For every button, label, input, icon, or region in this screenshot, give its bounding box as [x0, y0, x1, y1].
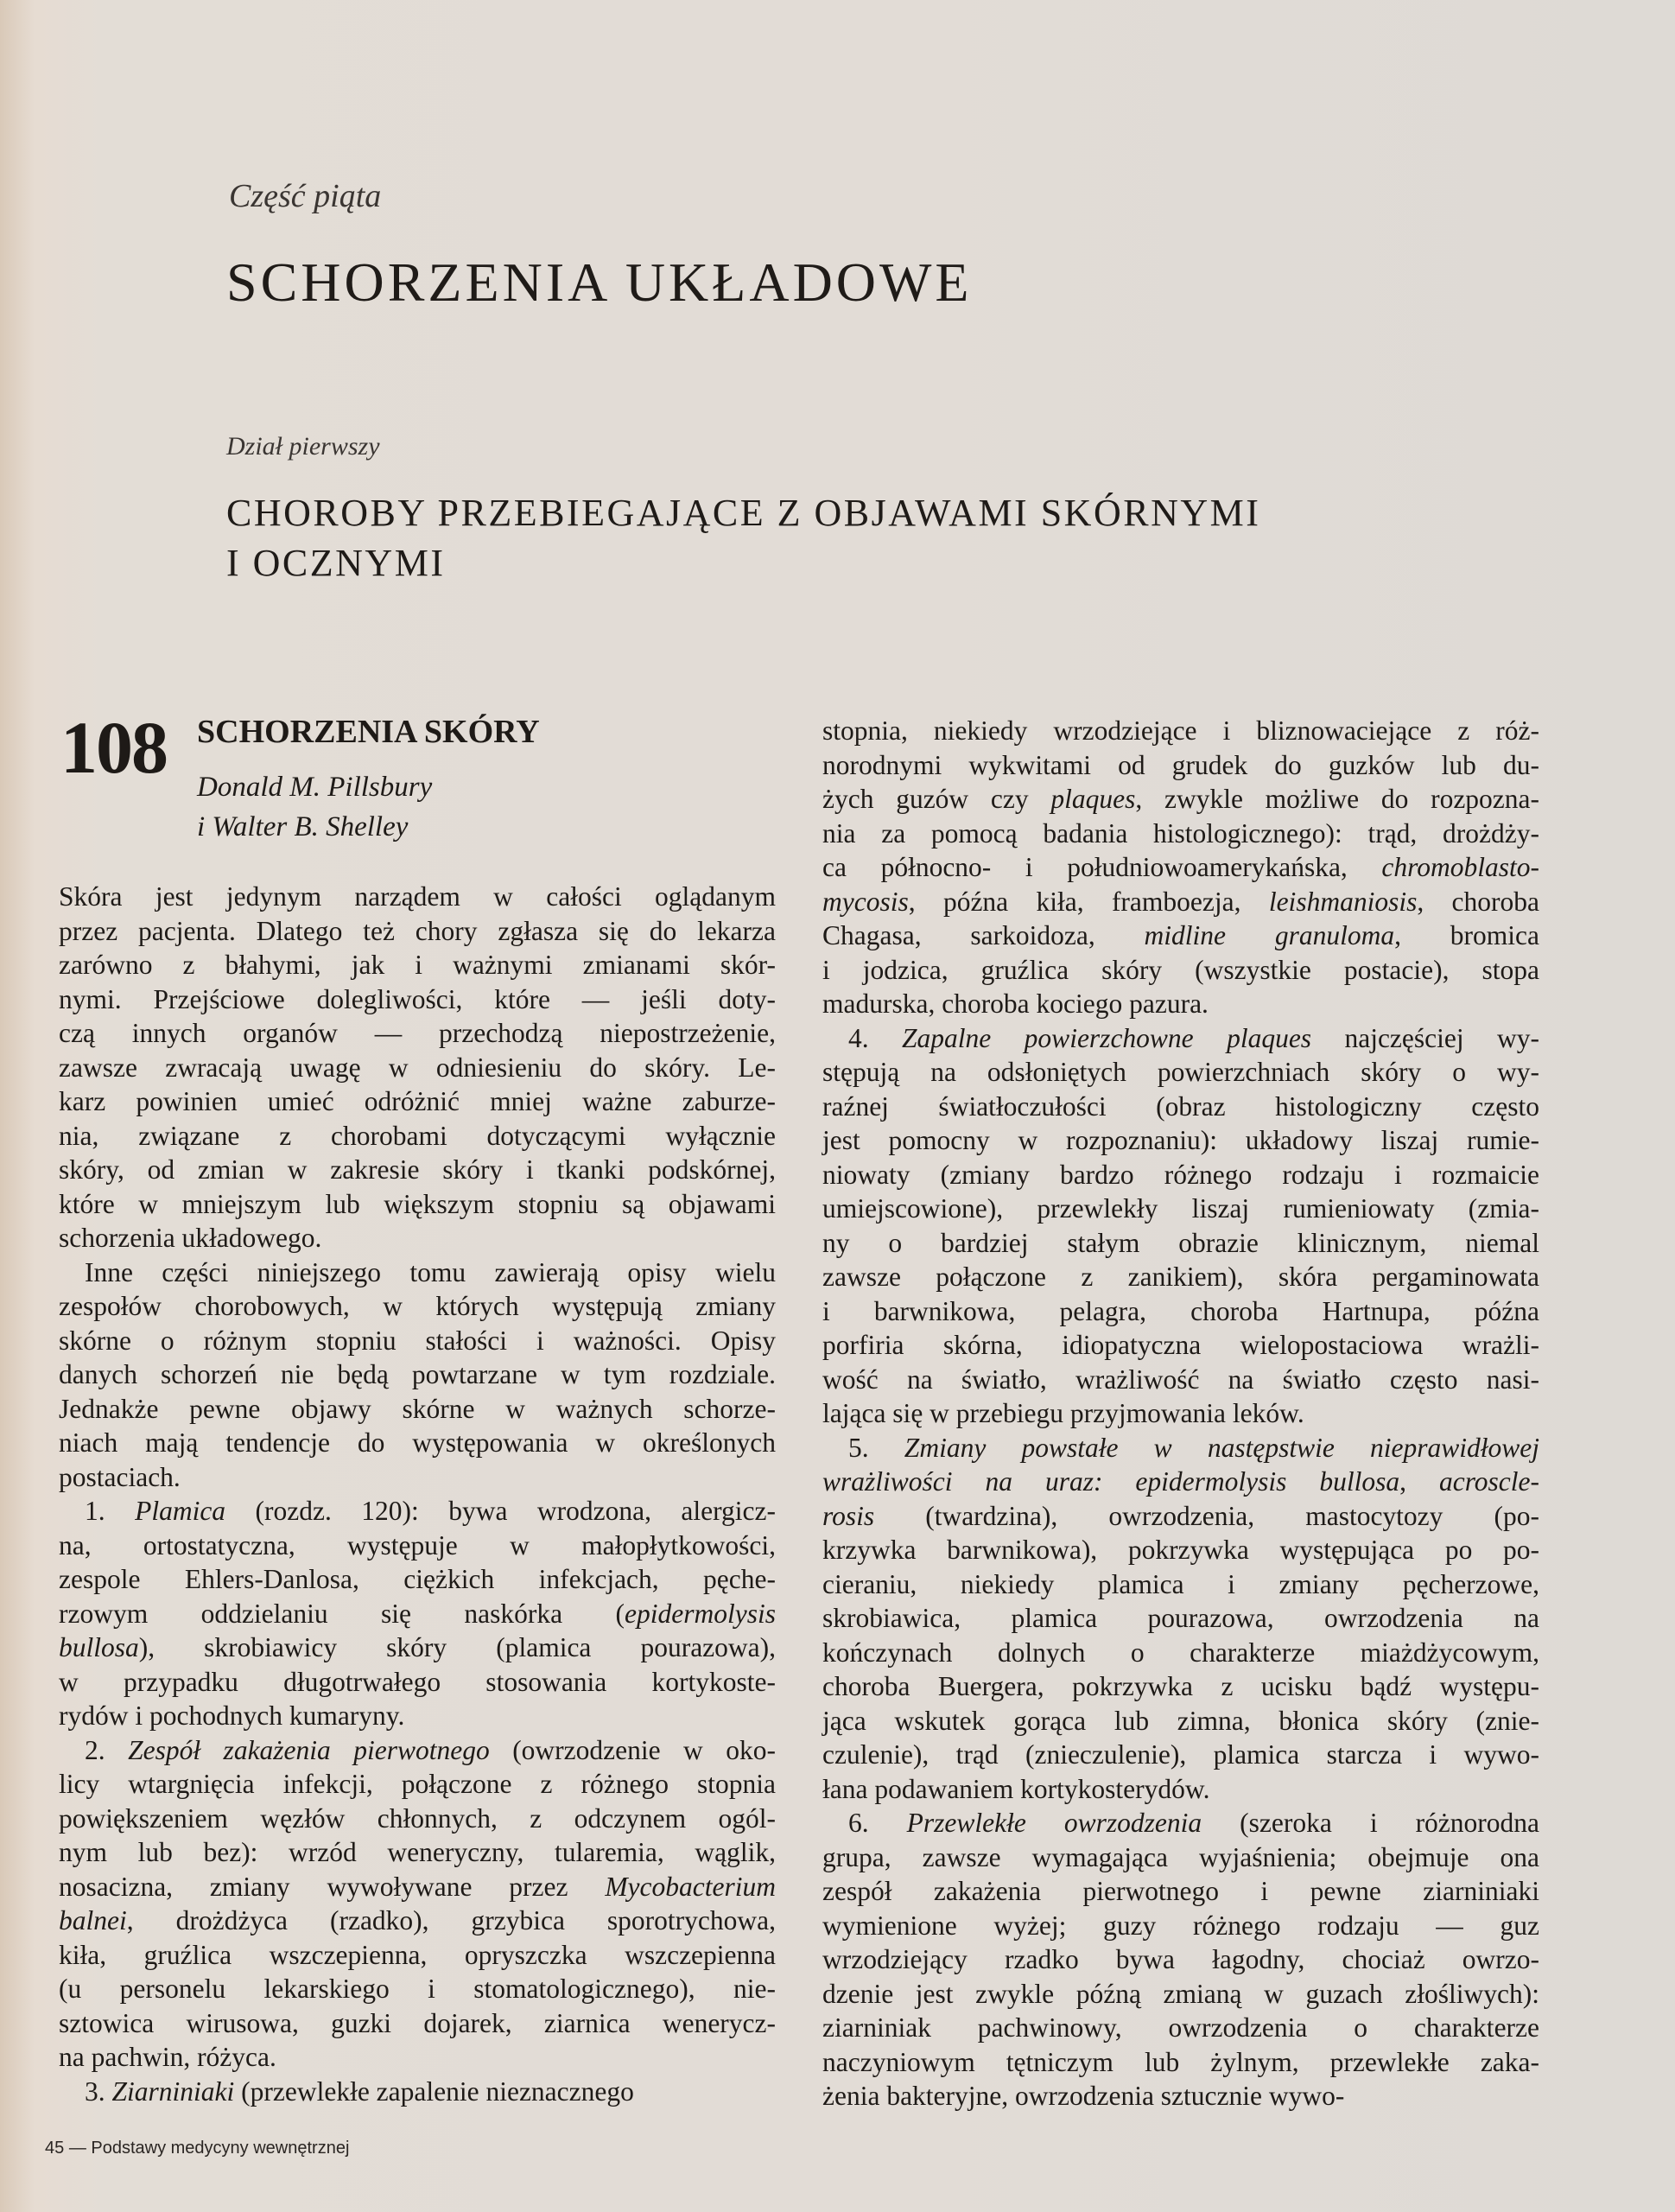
text-segment: Jednakże pewne objawy skórne w ważnych schorze- [59, 1393, 776, 1424]
text-line [59, 1392, 776, 1427]
italic-term: plaques [1050, 784, 1136, 814]
section-label: Dział pierwszy [226, 432, 380, 461]
text-segment: madurska, choroba kociego pazura. [822, 988, 1209, 1019]
italic-term: Ziarniniaki [111, 2075, 235, 2107]
text-line [59, 1767, 776, 1802]
text-line [59, 1051, 776, 1085]
italic-term: Mycobacterium [605, 1871, 776, 1902]
text-line [59, 1972, 776, 2006]
text-segment: w przypadku długotrwałego stosowania kortykoste- [59, 1666, 776, 1697]
text-segment: przez pacjenta. Dlatego też chory zgłasza się do lekarza [59, 915, 776, 946]
text-line [822, 1636, 1539, 1670]
text-line [59, 1733, 776, 1768]
part-title: SCHORZENIA UKŁADOWE [226, 251, 973, 313]
text-line [822, 987, 1539, 1021]
text-line [822, 748, 1539, 783]
text-segment: żych guzów czy [822, 784, 1051, 814]
text-line [59, 1802, 776, 1836]
text-line [59, 982, 776, 1017]
text-line [59, 1665, 776, 1700]
section-title [226, 488, 1260, 588]
text-segment: stępują na odsłoniętych powierzchniach skóry o wy- [822, 1057, 1539, 1087]
text-line [59, 1904, 776, 1938]
text-segment: zarówno z błahymi, jak i ważnymi zmianami skór- [59, 950, 776, 980]
text-line [822, 1396, 1539, 1431]
text-segment: skórne o różnym stopniu stałości i ważności. Opisy [59, 1325, 776, 1356]
text-segment: (twardzina), owrzodzenia, mastocytozy (po- [874, 1500, 1539, 1531]
text-segment: zespół zakażenia pierwotnego i pewne ziarniniaki [822, 1876, 1539, 1906]
text-segment: jąca wskutek gorąca lub zimna, błonica skóry (znie- [822, 1705, 1539, 1736]
text-line [822, 1123, 1539, 1158]
text-line [822, 1669, 1539, 1704]
text-segment: 4. [848, 1022, 903, 1053]
text-line [822, 1090, 1539, 1124]
text-segment: nym lub bez): wrzód weneryczny, tularemia, wąglik, [59, 1837, 776, 1867]
text-segment: ny o bardziej stałym obrazie klinicznym, niemal [822, 1227, 1539, 1258]
text-line [59, 1562, 776, 1597]
text-segment: , drożdżyca (rzadko), grzybica sporotrychowa, [126, 1905, 776, 1936]
text-segment: wymienione wyżej; guzy różnego rodzaju — guz [822, 1910, 1539, 1941]
text-segment: ), skrobiawicy skóry (plamica pourazowa), [138, 1632, 776, 1662]
text-line [59, 1357, 776, 1392]
text-segment: 6. [848, 1808, 907, 1838]
text-segment: czą innych organów — przechodzą niepostrzeżenie, [59, 1018, 776, 1048]
footer-book-title: Podstawy medycyny wewnętrznej [91, 2139, 350, 2158]
text-line [59, 1289, 776, 1324]
text-line [822, 1158, 1539, 1192]
page-footer [45, 2139, 349, 2158]
text-line [822, 782, 1539, 817]
text-segment: , późna kiła, framboezja, [908, 886, 1269, 917]
text-segment: , [1399, 1466, 1439, 1497]
text-line [822, 1772, 1539, 1807]
text-segment: (owrzodzenie w oko- [489, 1734, 776, 1765]
text-segment: Chagasa, sarkoidoza, [822, 920, 1145, 950]
text-segment: ziarniniak pachwinowy, owrzodzenia o charakterze [822, 2012, 1539, 2043]
text-line [59, 1597, 776, 1631]
footer-separator: — [68, 2139, 86, 2158]
text-segment: ca północno- i południowoamerykańska, [822, 852, 1382, 882]
text-segment: norodnymi wykwitami od grudek do guzków lub du- [822, 749, 1539, 780]
text-line [822, 817, 1539, 851]
text-line [822, 1942, 1539, 1977]
text-line [822, 885, 1539, 919]
left-column [59, 880, 776, 2108]
text-line [822, 1260, 1539, 1294]
italic-term: leishmaniosis [1268, 886, 1418, 917]
italic-term: wrażliwości na uraz: epidermolysis bullosa [822, 1466, 1400, 1497]
chapter-author-1: Donald M. Pillsbury [197, 772, 433, 803]
italic-term: Plamica [135, 1496, 226, 1526]
chapter-author-2: i Walter B. Shelley [197, 811, 409, 842]
text-segment: Skóra jest jedynym narządem w całości oglądanym [59, 881, 776, 912]
text-segment: krzywka barwnikowa), pokrzywka występująca po po- [822, 1535, 1539, 1565]
text-segment: powiększeniem węzłów chłonnych, z odczynem ogól- [59, 1802, 776, 1834]
text-segment: sztowica wirusowa, guzki dojarek, ziarnica wenerycz- [59, 2007, 776, 2038]
text-segment: nosacizna, zmiany wywoływane przez [59, 1871, 606, 1902]
text-segment: kiła, gruźlica wszczepienna, opryszczka wszczepienna [59, 1939, 776, 1970]
text-line [59, 1153, 776, 1187]
text-segment: dzenie jest zwykle późną zmianą w guzach złośliwych): [822, 1978, 1539, 2009]
text-segment: porfiria skórna, idiopatyczna wielopostaciowa wrażli- [822, 1330, 1539, 1360]
text-line [59, 1187, 776, 1222]
text-segment: wrzodziejący rzadko bywa łagodny, chociaż owrzo- [822, 1944, 1539, 1974]
italic-term: Przewlekłe owrzodzenia [906, 1808, 1202, 1838]
text-line [822, 1363, 1539, 1397]
italic-term: chromoblasto- [1381, 852, 1539, 882]
text-line [59, 2075, 776, 2109]
text-line [59, 1630, 776, 1665]
text-line [822, 1806, 1539, 1840]
italic-term: Zespół zakażenia pierwotnego [128, 1734, 490, 1765]
text-line [59, 1016, 776, 1051]
text-line [822, 1533, 1539, 1567]
italic-term: epidermolysis [625, 1598, 776, 1629]
text-segment: i jodzica, gruźlica skóry (wszystkie postacie), stopa [822, 954, 1539, 985]
text-segment: umiejscowione), przewlekły liszaj rumieniowaty (zmia- [822, 1193, 1539, 1224]
text-line [59, 1084, 776, 1119]
text-segment: skóry, od zmian w zakresie skóry i tkanki podskórnej, [59, 1154, 776, 1185]
text-segment: wość na światło, wrażliwość na światło często nasi- [822, 1363, 1539, 1395]
text-segment: (szeroka i różnorodna [1202, 1808, 1540, 1838]
text-line [59, 1699, 776, 1733]
text-segment: (przewlekłe zapalenie nieznacznego [234, 2075, 634, 2107]
text-segment: zawsze połączone z zanikiem), skóra pergaminowata [822, 1262, 1539, 1292]
text-segment: karz powinien umieć odróżnić mniej ważne zaburze- [59, 1086, 776, 1116]
text-segment: łana podawaniem kortykosterydów. [822, 1773, 1210, 1804]
text-line [822, 1021, 1539, 1056]
text-line [822, 2045, 1539, 2080]
text-line [59, 1460, 776, 1495]
text-segment: niowaty (zmiany bardzo różnego rodzaju i rozmaicie [822, 1159, 1539, 1190]
italic-term: rosis [822, 1500, 875, 1531]
text-segment: (u personelu lekarskiego i stomatologicznego), nie- [59, 1974, 776, 2004]
text-segment: licy wtargnięcia infekcji, połączone z różnego stopnia [59, 1769, 776, 1799]
text-segment: , choroba [1417, 886, 1540, 917]
text-line [822, 1704, 1539, 1738]
section-title-line-2: I OCZNYMI [226, 542, 446, 584]
text-segment: na pachwin, różyca. [59, 2042, 276, 2072]
text-line [59, 1494, 776, 1529]
text-segment: które w mniejszym lub większym stopniu są objawami [59, 1188, 776, 1219]
text-line [59, 2040, 776, 2075]
text-segment: 5. [848, 1432, 904, 1463]
text-line [822, 1226, 1539, 1261]
chapter-number: 108 [60, 706, 167, 789]
text-segment: zespołów chorobowych, w których występują zmiany [59, 1291, 776, 1321]
text-line [822, 2011, 1539, 2045]
text-segment: kończynach dolnych o charakterze miażdżycowym, [822, 1637, 1539, 1668]
text-line [822, 1601, 1539, 1636]
text-segment: rydów i pochodnych kumaryny. [59, 1700, 405, 1731]
text-line [822, 1874, 1539, 1909]
text-line [59, 948, 776, 982]
text-segment: najczęściej wy- [1311, 1022, 1540, 1053]
text-line [822, 1328, 1539, 1363]
text-line [59, 880, 776, 914]
text-line [822, 2079, 1539, 2113]
text-segment: cieraniu, niekiedy plamica i zmiany pęcherzowe, [822, 1568, 1539, 1599]
text-segment: Inne części niniejszego tomu zawierają opisy wielu [85, 1256, 776, 1287]
text-segment: choroba Buergera, pokrzywka z ucisku bądź występu- [822, 1671, 1539, 1701]
text-segment: skrobiawica, plamica pourazowa, owrzodzenia na [822, 1603, 1539, 1633]
text-segment: nymi. Przejściowe dolegliwości, które — jeśli doty- [59, 983, 776, 1014]
footer-page-number: 45 [45, 2139, 65, 2158]
text-segment: schorzenia układowego. [59, 1223, 322, 1253]
italic-term: Zapalne powierzchowne plaques [902, 1022, 1312, 1053]
text-segment: i barwnikowa, pelagra, choroba Hartnupa, późna [822, 1295, 1539, 1326]
text-segment: czulenie), trąd (znieczulenie), plamica starcza i wywo- [822, 1739, 1539, 1770]
text-line [59, 1938, 776, 1973]
text-line [822, 1909, 1539, 1943]
text-segment: naczyniowym tętniczym lub żylnym, przewlekłe zaka- [822, 2046, 1539, 2077]
text-segment: , zwykle możliwe do rozpozna- [1135, 784, 1540, 814]
text-line [822, 1431, 1539, 1465]
italic-term: bullosa [59, 1632, 139, 1662]
text-segment: zawsze zwracają uwagę w odniesieniu do skóry. Le- [59, 1052, 776, 1083]
text-line [59, 1426, 776, 1460]
text-line [822, 1055, 1539, 1090]
part-label: Część piąta [229, 178, 382, 214]
text-line [59, 1255, 776, 1290]
text-segment: 1. [85, 1496, 136, 1526]
italic-term: balnei [59, 1905, 127, 1936]
italic-term: mycosis [822, 886, 909, 917]
text-line [59, 1835, 776, 1870]
text-line [59, 1221, 776, 1255]
text-segment: grupa, zawsze wymagająca wyjaśnienia; obejmuje ona [822, 1841, 1539, 1872]
text-line [59, 914, 776, 949]
text-line [822, 714, 1539, 748]
chapter-title: SCHORZENIA SKÓRY [197, 714, 540, 750]
text-line [822, 1465, 1539, 1499]
text-line [822, 1977, 1539, 2012]
text-line [822, 953, 1539, 988]
text-line [822, 1840, 1539, 1875]
italic-term: Zmiany powstałe w następstwie nieprawidłowej [904, 1432, 1539, 1463]
text-segment: nia za pomocą badania histologicznego): trąd, drożdży- [822, 817, 1539, 849]
text-segment: zespole Ehlers-Danlosa, ciężkich infekcjach, pęche- [59, 1564, 776, 1594]
text-segment: 2. [85, 1734, 129, 1765]
text-line [822, 1738, 1539, 1772]
right-column [822, 714, 1539, 2113]
text-line [59, 1324, 776, 1358]
section-title-line-1: CHOROBY PRZEBIEGAJĄCE Z OBJAWAMI SKÓRNYMI [226, 492, 1261, 534]
text-segment: (rozdz. 120): bywa wrodzona, alergicz- [225, 1496, 777, 1526]
text-line [822, 1192, 1539, 1226]
text-line [59, 1119, 776, 1154]
text-segment: postaciach. [59, 1461, 181, 1492]
text-segment: żenia bakteryjne, owrzodzenia sztucznie wywo- [822, 2081, 1345, 2111]
text-segment: , bromica [1394, 920, 1539, 950]
text-segment: rzowym oddzielaniu się naskórka ( [59, 1598, 625, 1629]
text-line [59, 2006, 776, 2041]
text-line [822, 1499, 1539, 1534]
italic-term: acroscle- [1438, 1466, 1540, 1497]
text-segment: lająca się w przebiegu przyjmowania leków. [822, 1398, 1304, 1428]
text-segment: nia, związane z chorobami dotyczącymi wyłącznie [59, 1120, 776, 1151]
text-line [59, 1870, 776, 1904]
text-segment: raźnej światłoczułości (obraz histologiczny często [822, 1090, 1539, 1122]
text-line [822, 918, 1539, 953]
text-segment: danych schorzeń nie będą powtarzane w tym rozdziale. [59, 1359, 776, 1389]
text-line [59, 1529, 776, 1563]
text-line [822, 1567, 1539, 1602]
text-segment: stopnia, niekiedy wrzodziejące i bliznowaciejące z róż- [822, 715, 1539, 746]
text-segment: niach mają tendencje do występowania w określonych [59, 1427, 776, 1458]
text-line [822, 1294, 1539, 1329]
text-segment: 3. [85, 2075, 112, 2107]
text-segment: jest pomocny w rozpoznaniu): układowy liszaj rumie- [822, 1125, 1539, 1155]
italic-term: midline granuloma [1144, 920, 1395, 950]
text-segment: na, ortostatyczna, występuje w małopłytkowości, [59, 1529, 776, 1560]
text-line [822, 850, 1539, 885]
